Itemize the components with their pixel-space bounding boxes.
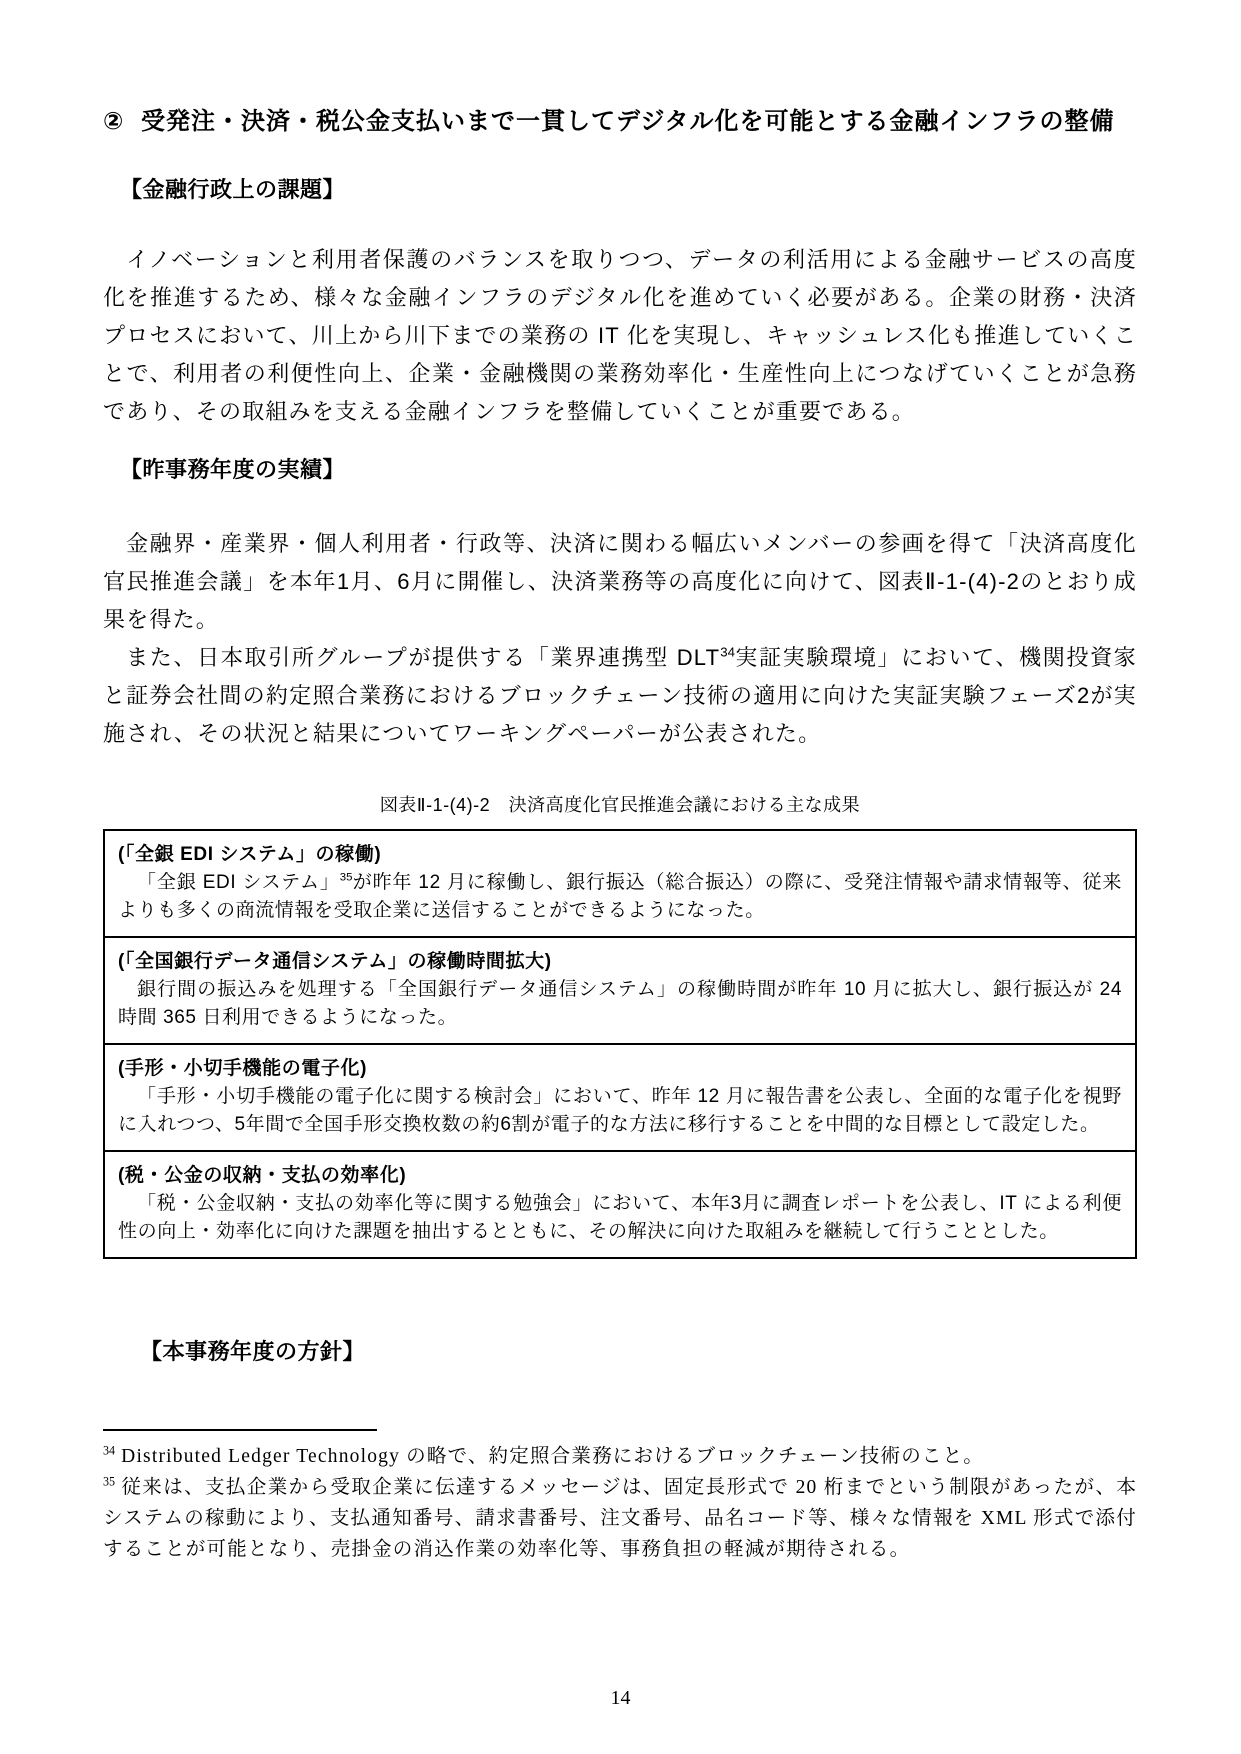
figure-item-title: (手形・小切手機能の電子化) bbox=[118, 1058, 368, 1079]
footnotes-section bbox=[103, 1429, 1137, 1565]
figure-item-zengin-data-system bbox=[105, 936, 1135, 1043]
figure-item-body: 「手形・小切手機能の電子化に関する検討会」において、昨年 12 月に報告書を公表し、全面的な電子化を視野に入れつつ、5年間で全国手形交換枚数の約6割が電子的な方法に移行することを中間的な目標として設定した。 bbox=[118, 1086, 1122, 1135]
footnote-text: Distributed Ledger Technology の略で、約定照合業務におけるブロックチェーン技術のこと。 bbox=[121, 1446, 985, 1467]
figure-item-title: (税・公金の収納・支払の効率化) bbox=[118, 1165, 407, 1186]
lastyear-paragraph-2 bbox=[103, 639, 1137, 753]
paragraph-text: また、日本取引所グループが提供する「業界連携型 DLT bbox=[126, 645, 721, 670]
figure-item-body bbox=[118, 869, 1122, 925]
figure-item-text: が昨年 12 月に稼働し、銀行振込（総合振込）の際に、受発注情報や請求情報等、従来よりも多くの商流情報を受取企業に送信することができるようになった。 bbox=[118, 872, 1122, 921]
figure-box bbox=[103, 829, 1137, 1259]
issues-heading: 【金融行政上の課題】 bbox=[120, 177, 346, 202]
lastyear-heading: 【昨事務年度の実績】 bbox=[120, 457, 346, 482]
footnote-35 bbox=[103, 1472, 1137, 1565]
heading-title: 受発注・決済・税公金支払いまで一貫してデジタル化を可能とする金融インフラの整備 bbox=[141, 108, 1115, 135]
footnote-ref-35: 35 bbox=[339, 871, 353, 884]
figure-item-title: (「全銀 EDI システム」の稼働) bbox=[118, 844, 382, 865]
figure-item-zengin-edi bbox=[105, 831, 1135, 936]
figure-item-text: 「全銀 EDI システム」 bbox=[137, 872, 340, 893]
paragraph-text: 実証実験環境」において、機関投資家と証券会社間の約定照合業務におけるブロックチェーン技術の適用に向けた実証実験フェーズ2が実施され、その状況と結果についてワーキングペーパーが公表された。 bbox=[103, 645, 1138, 746]
footnote-number: 35 bbox=[103, 1474, 116, 1489]
footnote-separator bbox=[103, 1429, 377, 1431]
footnote-text: 従来は、支払企業から受取企業に伝達するメッセージは、固定長形式で 20 桁までという制限があったが、本システムの稼動により、支払通知番号、請求書番号、注文番号、品名コード等、様々な情報を XML 形式で添付することが可能となり、売掛金の消込作業の効率化等、事務負担の軽減が期待される。 bbox=[103, 1477, 1138, 1560]
section-heading bbox=[103, 102, 1137, 141]
figure-item-body: 「税・公金収納・支払の効率化等に関する勉強会」において、本年3月に調査レポートを公表し、IT による利便性の向上・効率化に向けた課題を抽出するとともに、その解決に向けた取組みを継続して行うこととした。 bbox=[118, 1193, 1122, 1242]
page-number: 14 bbox=[610, 1687, 631, 1709]
figure-item-bills-checks bbox=[105, 1043, 1135, 1150]
figure-item-tax-public-payments bbox=[105, 1150, 1135, 1257]
footnote-34 bbox=[103, 1441, 1137, 1472]
issues-paragraph: イノベーションと利用者保護のバランスを取りつつ、データの利活用による金融サービスの高度化を推進するため、様々な金融インフラのデジタル化を進めていく必要がある。企業の財務・決済プロセスにおいて、川上から川下までの業務の IT 化を実現し、キャッシュレス化も推進していくことで、利用者の利便性向上、企業・金融機関の業務効率化・生産性向上につなげていくことが急務であり、その取組みを支える金融インフラを整備していくことが重要である。 bbox=[103, 247, 1137, 424]
figure-item-body: 銀行間の振込みを処理する「全国銀行データ通信システム」の稼働時間が昨年 10 月に拡大し、銀行振込が 24 時間 365 日利用できるようになった。 bbox=[118, 979, 1122, 1028]
footnote-ref-34: 34 bbox=[720, 644, 735, 660]
figure-caption: 図表Ⅱ-1-(4)-2 決済高度化官民推進会議における主な成果 bbox=[379, 795, 861, 815]
lastyear-paragraph-1: 金融界・産業界・個人利用者・行政等、決済に関わる幅広いメンバーの参画を得て「決済高度化官民推進会議」を本年1月、6月に開催し、決済業務等の高度化に向けて、図表Ⅱ-1-(4)-2のとおり成果を得た。 bbox=[103, 531, 1137, 632]
figure-item-title: (「全国銀行データ通信システム」の稼働時間拡大) bbox=[118, 951, 552, 972]
thisyear-heading: 【本事務年度の方針】 bbox=[140, 1339, 366, 1364]
footnote-number: 34 bbox=[103, 1443, 116, 1458]
heading-number: ② bbox=[103, 108, 125, 135]
